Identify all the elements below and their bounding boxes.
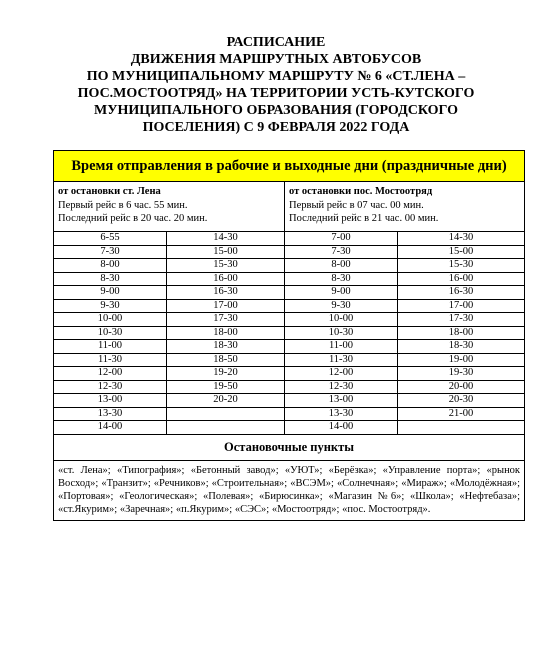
time-cell: 18-00 [398,326,525,340]
time-cell: 6-55 [54,232,167,246]
time-cell: 19-50 [167,380,285,394]
time-cell: 19-00 [398,353,525,367]
table-row [54,340,525,354]
time-cell: 18-00 [167,326,285,340]
table-row [54,407,525,421]
left-stop-first: Первый рейс в 6 час. 55 мин. [58,199,188,211]
time-cell [398,421,525,435]
left-stop-title: от остановки ст. Лена [58,186,161,197]
time-cell: 11-00 [54,340,167,354]
time-cell: 10-30 [285,326,398,340]
time-cell: 14-00 [54,421,167,435]
title-line-2: ДВИЖЕНИЯ МАРШРУТНЫХ АВТОБУСОВ [130,52,422,67]
table-row [54,313,525,327]
title-line-6: ПОСЕЛЕНИЯ) С 9 ФЕВРАЛЯ 2022 ГОДА [142,120,410,135]
table-row [54,299,525,313]
time-cell: 17-00 [398,299,525,313]
table-row [54,232,525,246]
table-row [54,245,525,259]
time-cell: 11-30 [54,353,167,367]
time-cell: 9-30 [285,299,398,313]
document-title [40,34,512,136]
title-line-4: ПОС.МОСТООТРЯД» НА ТЕРРИТОРИИ УСТЬ-КУТСКОГО [77,86,475,101]
time-cell: 16-00 [167,272,285,286]
time-cell: 15-00 [167,245,285,259]
time-cell: 10-00 [285,313,398,327]
time-cell: 19-30 [398,367,525,381]
time-cell: 13-00 [285,394,398,408]
time-cell: 12-30 [285,380,398,394]
time-cell: 16-30 [398,286,525,300]
time-cell: 10-00 [54,313,167,327]
time-cell: 20-30 [398,394,525,408]
right-stop-info [285,182,525,232]
time-cell: 11-30 [285,353,398,367]
time-cell: 19-20 [167,367,285,381]
time-cell: 17-30 [167,313,285,327]
time-cell: 17-30 [398,313,525,327]
time-cell: 14-30 [398,232,525,246]
stops-list: «ст. Лена»; «Типография»; «Бетонный завод»; «УЮТ»; «Берёзка»; «Управление порта»; «рынок Восход»; «Транзит»; «Речников»; «Строительная»; «ВСЭМ»; «Солнечная»; «Мираж»; «Молодёжная»; «Портовая»; «Геологическая»; «Полевая»; «Бирюсинка»; «Магазин №6»; «Школа»; «Нефтебаза»; «ст.Якурим»; «Заречная»; «п.Якурим»; «СЭС»; «Мостоотряд»; «пос. Мостоотряд». [54,460,525,520]
time-cell: 18-30 [167,340,285,354]
left-stop-info [54,182,285,232]
time-cell: 15-00 [398,245,525,259]
time-cell: 13-30 [54,407,167,421]
table-row [54,272,525,286]
stops-title: Остановочные пункты [54,434,525,460]
time-cell: 10-30 [54,326,167,340]
table-row [54,367,525,381]
time-cell: 7-00 [285,232,398,246]
schedule-table [53,150,525,521]
time-cell: 12-00 [285,367,398,381]
time-cell: 9-00 [54,286,167,300]
time-cell: 15-30 [398,259,525,273]
right-stop-first: Первый рейс в 07 час. 00 мин. [289,199,424,211]
time-cell [167,421,285,435]
time-cell: 15-30 [167,259,285,273]
time-cell: 18-30 [398,340,525,354]
table-row [54,326,525,340]
time-cell: 20-00 [398,380,525,394]
time-cell: 9-00 [285,286,398,300]
time-cell: 13-00 [54,394,167,408]
time-cell: 17-00 [167,299,285,313]
right-stop-title: от остановки пос. Мостоотряд [289,186,433,197]
schedule-header: Время отправления в рабочие и выходные дни (праздничные дни) [54,151,525,182]
time-cell: 7-30 [285,245,398,259]
time-cell: 7-30 [54,245,167,259]
title-line-5: МУНИЦИПАЛЬНОГО ОБРАЗОВАНИЯ (ГОРОДСКОГО [93,103,459,118]
time-cell: 14-30 [167,232,285,246]
time-cell: 12-30 [54,380,167,394]
time-cell [167,407,285,421]
time-cell: 14-00 [285,421,398,435]
title-line-3: ПО МУНИЦИПАЛЬНОМУ МАРШРУТУ № 6 «СТ.ЛЕНА – [86,69,466,84]
title-line-1: РАСПИСАНИЕ [226,35,326,50]
time-cell: 20-20 [167,394,285,408]
time-cell: 18-50 [167,353,285,367]
left-stop-last: Последний рейс в 20 час. 20 мин. [58,213,208,224]
table-row [54,421,525,435]
time-cell: 16-00 [398,272,525,286]
time-cell: 9-30 [54,299,167,313]
table-row [54,259,525,273]
table-row [54,286,525,300]
time-cell: 12-00 [54,367,167,381]
time-cell: 16-30 [167,286,285,300]
table-row [54,353,525,367]
time-cell: 8-00 [54,259,167,273]
time-cell: 21-00 [398,407,525,421]
time-cell: 8-00 [285,259,398,273]
right-stop-last: Последний рейс в 21 час. 00 мин. [289,213,439,224]
time-cell: 13-30 [285,407,398,421]
time-cell: 8-30 [285,272,398,286]
time-cell: 8-30 [54,272,167,286]
table-row [54,380,525,394]
table-row [54,394,525,408]
time-cell: 11-00 [285,340,398,354]
